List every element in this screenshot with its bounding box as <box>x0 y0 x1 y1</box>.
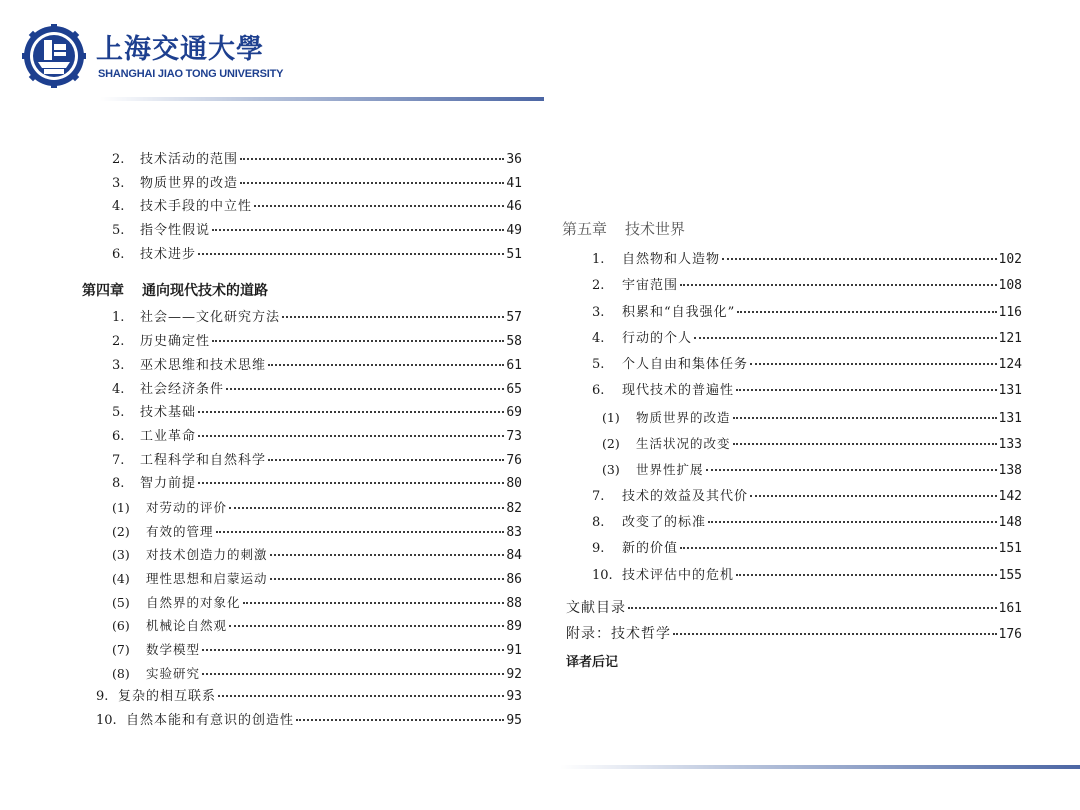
toc-page: 76 <box>506 452 522 468</box>
toc-row <box>82 520 522 544</box>
dot-leader <box>254 205 504 207</box>
toc-row <box>562 457 1022 483</box>
toc-page: 148 <box>998 514 1022 530</box>
toc-number: 6. <box>112 246 125 262</box>
toc-page: 124 <box>998 357 1022 373</box>
right-chapter-items <box>562 247 1022 589</box>
dot-leader <box>628 607 997 609</box>
toc-number: 7. <box>592 488 605 504</box>
left-toc-page <box>82 148 522 733</box>
dot-leader <box>708 521 997 523</box>
dot-leader <box>202 673 504 675</box>
toc-page: 58 <box>506 334 522 350</box>
toc-number: (7) <box>112 642 130 658</box>
toc-number: 1. <box>592 252 605 267</box>
toc-row <box>82 219 522 243</box>
toc-title: 社会经济条件 <box>140 381 225 397</box>
toc-row <box>562 621 1022 647</box>
dot-leader <box>733 443 997 445</box>
toc-page: 65 <box>506 381 522 397</box>
toc-page: 86 <box>506 572 522 587</box>
toc-row <box>562 247 1022 273</box>
chapter-heading <box>562 218 1022 239</box>
dot-leader <box>202 649 504 651</box>
dot-leader <box>226 388 504 390</box>
dot-leader <box>240 158 504 160</box>
toc-title: 对劳动的评价 <box>146 499 228 515</box>
dot-leader <box>198 253 504 255</box>
toc-number: 2. <box>112 334 125 350</box>
toc-row <box>82 709 522 733</box>
toc-page: 161 <box>998 600 1022 616</box>
toc-page: 82 <box>506 500 522 516</box>
toc-row <box>562 510 1022 536</box>
toc-page: 84 <box>506 548 522 564</box>
toc-title: 复杂的相互联系 <box>118 689 217 705</box>
dot-leader <box>736 389 997 391</box>
toc-page: 95 <box>506 713 522 729</box>
left-pre-items <box>82 148 522 266</box>
dot-leader <box>673 633 997 635</box>
dot-leader <box>750 363 997 365</box>
toc-number: 6. <box>112 428 125 444</box>
toc-number: (2) <box>602 436 620 452</box>
toc-number: 4. <box>112 381 125 397</box>
toc-number: (3) <box>112 547 130 563</box>
toc-page: 51 <box>506 246 522 262</box>
toc-number: 5. <box>112 405 125 421</box>
dot-leader <box>218 695 504 697</box>
toc-number: 3. <box>592 304 605 320</box>
back-matter <box>562 595 1022 647</box>
toc-page: 57 <box>506 310 522 326</box>
toc-title: 宇宙范围 <box>622 278 679 294</box>
toc-title: 现代技术的普遍性 <box>622 383 735 399</box>
dot-leader <box>240 182 504 184</box>
toc-row <box>82 449 522 473</box>
toc-title: 改变了的标准 <box>622 514 707 530</box>
toc-number: 3. <box>112 175 125 191</box>
toc-row <box>562 273 1022 299</box>
toc-number: 9. <box>96 689 109 705</box>
toc-title: 数学模型 <box>146 642 201 658</box>
toc-page: 155 <box>998 567 1022 583</box>
toc-number: 10. <box>96 713 117 729</box>
toc-row <box>82 354 522 378</box>
toc-row <box>562 352 1022 378</box>
toc-number: (2) <box>112 523 130 539</box>
toc-page: 88 <box>506 595 522 611</box>
chapter-heading <box>82 280 522 300</box>
toc-row <box>82 496 522 520</box>
toc-title: 指令性假说 <box>140 223 211 239</box>
toc-page: 133 <box>998 437 1022 453</box>
toc-title: 物质世界的改造 <box>140 175 239 191</box>
dot-leader <box>229 625 504 627</box>
toc-title: 技术活动的范围 <box>140 152 239 167</box>
toc-title: 新的价值 <box>622 541 679 557</box>
afterword-entry: 译者后记 <box>566 654 619 670</box>
toc-page: 46 <box>506 199 522 215</box>
toc-page: 91 <box>506 643 522 659</box>
toc-row <box>82 148 522 172</box>
toc-number: (1) <box>112 499 130 515</box>
toc-row <box>82 172 522 196</box>
toc-number: 8. <box>592 514 605 530</box>
toc-number: 5. <box>592 357 605 373</box>
toc-title: 行动的个人 <box>622 330 693 346</box>
dot-leader <box>680 284 997 286</box>
toc-title: 理性思想和启蒙运动 <box>146 571 268 586</box>
toc-number: 10. <box>592 567 613 583</box>
toc-row <box>562 378 1022 404</box>
toc-number: (1) <box>602 409 620 425</box>
toc-page: 116 <box>998 304 1022 320</box>
dot-leader <box>243 602 505 604</box>
toc-number: 3. <box>112 357 125 373</box>
toc-number: 6. <box>592 383 605 399</box>
toc-title: 社会——文化研究方法 <box>140 310 281 326</box>
toc-title: 机械论自然观 <box>146 618 228 634</box>
toc-page: 73 <box>506 428 522 444</box>
right-toc-page <box>562 218 1022 670</box>
dot-leader <box>198 435 504 437</box>
toc-title: 历史确定性 <box>140 334 211 350</box>
university-name-english: SHANGHAI JIAO TONG UNIVERSITY <box>98 68 284 80</box>
chapter-title: 通向现代技术的道路 <box>142 283 268 300</box>
university-name-chinese: 上海交通大學 <box>96 34 264 65</box>
toc-page: 131 <box>998 410 1022 426</box>
dot-leader <box>216 531 505 533</box>
dot-leader <box>212 340 504 342</box>
toc-number: 1. <box>112 310 125 326</box>
toc-row <box>562 300 1022 326</box>
toc-title: 个人自由和集体任务 <box>622 357 749 373</box>
toc-row <box>82 638 522 662</box>
dot-leader <box>268 364 504 366</box>
chapter-title: 技术世界 <box>625 220 686 238</box>
toc-page: 102 <box>998 252 1022 267</box>
university-logo <box>22 24 284 88</box>
dot-leader <box>198 411 504 413</box>
toc-page: 69 <box>506 405 522 421</box>
toc-title: 有效的管理 <box>146 523 214 539</box>
dot-leader <box>296 719 504 721</box>
toc-number: 2. <box>112 152 125 167</box>
toc-row <box>82 662 522 686</box>
toc-title: 自然本能和有意识的创造性 <box>126 713 295 729</box>
toc-title: 智力前提 <box>140 476 197 492</box>
dot-leader <box>270 554 505 556</box>
toc-page: 83 <box>506 524 522 540</box>
toc-title: 对技术创造力的刺激 <box>146 547 268 563</box>
dot-leader <box>212 229 504 231</box>
toc-row <box>562 536 1022 562</box>
toc-page: 36 <box>506 152 522 167</box>
toc-row <box>562 484 1022 510</box>
toc-row <box>562 405 1022 431</box>
toc-number: 8. <box>112 476 125 492</box>
toc-page: 121 <box>998 330 1022 346</box>
toc-page: 151 <box>998 541 1022 557</box>
dot-leader <box>694 337 997 339</box>
toc-row <box>562 563 1022 589</box>
toc-row <box>82 567 522 591</box>
toc-row <box>82 614 522 638</box>
toc-title: 技术的效益及其代价 <box>622 488 749 504</box>
left-chapter-items <box>82 306 522 732</box>
toc-page: 138 <box>998 463 1022 479</box>
toc-row <box>562 326 1022 352</box>
toc-title: 物质世界的改造 <box>636 409 731 425</box>
toc-title: 技术基础 <box>140 405 197 421</box>
toc-row <box>562 431 1022 457</box>
toc-title: 自然界的对象化 <box>146 594 241 610</box>
toc-title: 工业革命 <box>140 428 197 444</box>
toc-row <box>82 195 522 219</box>
toc-page: 131 <box>998 383 1022 399</box>
toc-number: (6) <box>112 618 130 634</box>
toc-number: 2. <box>592 278 605 294</box>
toc-title: 实验研究 <box>146 665 201 681</box>
toc-row <box>82 543 522 567</box>
toc-row <box>82 330 522 354</box>
toc-row <box>562 595 1022 621</box>
toc-page: 61 <box>506 357 522 373</box>
toc-title: 工程科学和自然科学 <box>140 452 267 468</box>
toc-title: 技术进步 <box>140 246 197 262</box>
toc-title: 生活状况的改变 <box>636 436 731 452</box>
dot-leader <box>229 507 504 509</box>
toc-page: 80 <box>506 476 522 492</box>
toc-page: 89 <box>506 619 522 635</box>
dot-leader <box>737 311 996 313</box>
toc-title: 技术评估中的危机 <box>622 567 735 583</box>
chapter-label: 第五章 <box>562 220 608 238</box>
dot-leader <box>282 316 504 318</box>
toc-page: 49 <box>506 223 522 239</box>
dot-leader <box>722 258 997 260</box>
chapter-label: 第四章 <box>82 283 124 300</box>
toc-page: 93 <box>506 689 522 705</box>
toc-row <box>82 306 522 330</box>
dot-leader <box>706 469 997 471</box>
toc-row <box>82 243 522 267</box>
toc-number: 5. <box>112 223 125 239</box>
header-divider <box>100 97 544 101</box>
toc-number: 9. <box>592 541 605 557</box>
toc-title: 世界性扩展 <box>636 462 704 478</box>
toc-number: 7. <box>112 452 125 468</box>
toc-number: (4) <box>112 571 130 586</box>
toc-row <box>82 685 522 709</box>
toc-row <box>82 425 522 449</box>
dot-leader <box>270 578 505 580</box>
toc-page: 108 <box>998 278 1022 294</box>
toc-title: 技术手段的中立性 <box>140 199 253 215</box>
toc-number: (8) <box>112 665 130 681</box>
toc-number: (3) <box>602 462 620 478</box>
dot-leader <box>736 574 997 576</box>
toc-title: 文献目录 <box>566 599 626 616</box>
toc-page: 41 <box>506 175 522 191</box>
dot-leader <box>750 495 997 497</box>
toc-page: 176 <box>998 626 1022 642</box>
toc-page: 142 <box>998 488 1022 504</box>
toc-number: 4. <box>592 330 605 346</box>
toc-title: 自然物和人造物 <box>622 252 721 267</box>
toc-number: 4. <box>112 199 125 215</box>
toc-row <box>82 378 522 402</box>
toc-row <box>82 472 522 496</box>
toc-row <box>82 591 522 615</box>
toc-number: (5) <box>112 594 130 610</box>
dot-leader <box>680 547 997 549</box>
sjtu-seal-icon <box>22 24 86 88</box>
toc-title: 附录：技术哲学 <box>566 625 671 642</box>
toc-title: 巫术思维和技术思维 <box>140 357 267 373</box>
toc-page: 92 <box>506 666 522 682</box>
dot-leader <box>198 482 504 484</box>
toc-title: 积累和“自我强化” <box>622 304 736 320</box>
dot-leader <box>268 459 504 461</box>
dot-leader <box>733 417 997 419</box>
footer-divider <box>560 765 1080 769</box>
toc-row <box>82 401 522 425</box>
